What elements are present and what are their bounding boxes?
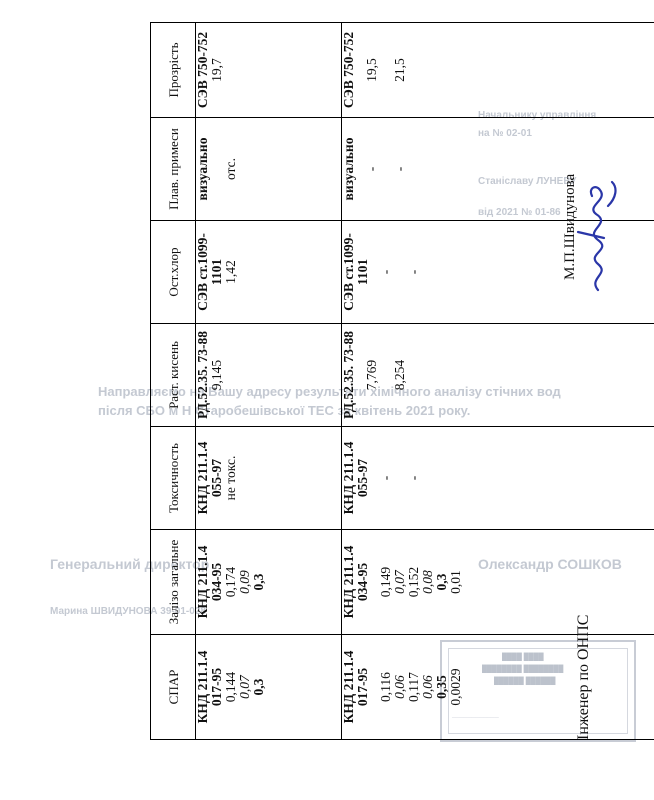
value-text: отс. bbox=[223, 158, 238, 181]
value-text: - bbox=[392, 166, 407, 172]
method-text: РД.52.35. 73-88 bbox=[341, 330, 356, 420]
value-text: 0,01 bbox=[448, 570, 463, 594]
value-text: 1,42 bbox=[223, 260, 238, 284]
method-text: КНД 211.1.4 034-95 bbox=[341, 545, 370, 619]
bleed-right-3: Станіславу ЛУНЕВУ bbox=[478, 176, 577, 187]
method-text: СЭВ 750-752 bbox=[341, 31, 356, 109]
bleed-director-name: Олександр СОШКОВ bbox=[478, 556, 622, 572]
limit-text: 0,09 bbox=[237, 570, 252, 594]
header-transparency: Прозрість bbox=[151, 23, 196, 118]
table-cell bbox=[196, 23, 342, 118]
table-cell bbox=[196, 118, 342, 221]
bold-limit-text: 0,35 bbox=[434, 675, 449, 699]
value-text: - bbox=[406, 475, 421, 481]
value-text: 0,116 bbox=[378, 672, 393, 702]
method-text: РД.52.35. 73-88 bbox=[195, 330, 210, 420]
table-row bbox=[196, 23, 342, 740]
value-text: 7,769 bbox=[364, 359, 379, 391]
header-spar: СПАР bbox=[151, 635, 196, 740]
header-iron: Залізо загальне bbox=[151, 530, 196, 635]
signatory-name: М.П.Швидунова bbox=[562, 173, 578, 280]
value-text: - bbox=[406, 269, 421, 275]
limit-text: 0,07 bbox=[237, 675, 252, 699]
method-text: СЭВ 750-752 bbox=[195, 31, 210, 109]
method-text: КНД 211.1.4 055-97 bbox=[195, 441, 224, 515]
table-cell bbox=[196, 530, 342, 635]
method-text: СЭВ ст.1099-1101 bbox=[195, 233, 224, 311]
bold-limit-text: 0,3 bbox=[434, 573, 449, 591]
bleed-date: від 2021 № 01-86 bbox=[478, 207, 561, 218]
bleed-line-1: Направляємо на Вашу адресу результати хімічного аналізу стічних вод bbox=[98, 384, 561, 399]
header-oxygen: Раст. кисень bbox=[151, 324, 196, 427]
value-text: не токс. bbox=[223, 455, 238, 501]
limit-text: 0,06 bbox=[392, 675, 407, 699]
bold-limit-text: 0,3 bbox=[251, 573, 266, 591]
bleed-right-2: на № 02-01 bbox=[478, 128, 532, 139]
value-text: 0,144 bbox=[223, 671, 238, 703]
table-row bbox=[342, 23, 654, 740]
method-text: визуально bbox=[341, 137, 356, 201]
bleed-director-title: Генеральний директор bbox=[50, 556, 210, 572]
method-text: КНД 211.1.4 055-97 bbox=[341, 441, 370, 515]
table-cell bbox=[342, 324, 654, 427]
bleed-executor: Марина ШВИДУНОВА 39-01-028 bbox=[50, 606, 206, 617]
signature-scribble bbox=[568, 178, 628, 298]
method-text: визуально bbox=[195, 137, 210, 201]
limit-text: 0,06 bbox=[420, 675, 435, 699]
rotated-report bbox=[150, 10, 630, 740]
value-text: 0,174 bbox=[223, 566, 238, 598]
header-impurities: Плав. примеси bbox=[151, 118, 196, 221]
limit-text: 0,08 bbox=[420, 570, 435, 594]
limit-text: 0,07 bbox=[392, 570, 407, 594]
header-toxicity: Токсичность bbox=[151, 427, 196, 530]
table-cell bbox=[196, 221, 342, 324]
table-cell bbox=[196, 324, 342, 427]
value-text: - bbox=[378, 269, 393, 275]
table-cell bbox=[342, 23, 654, 118]
method-text: СЭВ ст.1099-1101 bbox=[341, 233, 370, 311]
bleed-line-2: після СБО м Н Старобешівської ТЕС за квітень 2021 року. bbox=[98, 403, 471, 418]
value-text: 8,254 bbox=[392, 359, 407, 391]
value-text: - bbox=[378, 475, 393, 481]
value-text: 21,5 bbox=[392, 58, 407, 82]
value-text: 19,5 bbox=[364, 58, 379, 82]
value-text: 0,152 bbox=[406, 566, 421, 598]
method-text: КНД 211.1.4 017-95 bbox=[195, 650, 224, 724]
table-cell bbox=[342, 427, 654, 530]
bleed-right-1: Начальнику управління bbox=[478, 110, 597, 121]
table-cell bbox=[342, 530, 654, 635]
header-chlorine: Ост.хлор bbox=[151, 221, 196, 324]
bold-limit-text: 0,3 bbox=[251, 678, 266, 696]
table-header-row bbox=[151, 23, 196, 740]
value-text: 0,117 bbox=[406, 672, 421, 702]
table-cell bbox=[196, 635, 342, 740]
engineer-title: Інженер по ОНПС bbox=[575, 614, 592, 740]
table-cell bbox=[196, 427, 342, 530]
bleed-stamp: ████ ████ ████████ ████████ ██████ ██████ ____________ bbox=[440, 640, 636, 742]
value-text: 19,7 bbox=[209, 58, 224, 82]
method-text: КНД 211.1.4 017-95 bbox=[341, 650, 370, 724]
table-cell bbox=[342, 635, 654, 740]
value-text: 9,145 bbox=[209, 359, 224, 391]
value-text: - bbox=[364, 166, 379, 172]
method-text: КНД 211.1.4 034-95 bbox=[195, 545, 224, 619]
value-text: 0,0029 bbox=[448, 668, 463, 706]
value-text: 0,149 bbox=[378, 566, 393, 598]
